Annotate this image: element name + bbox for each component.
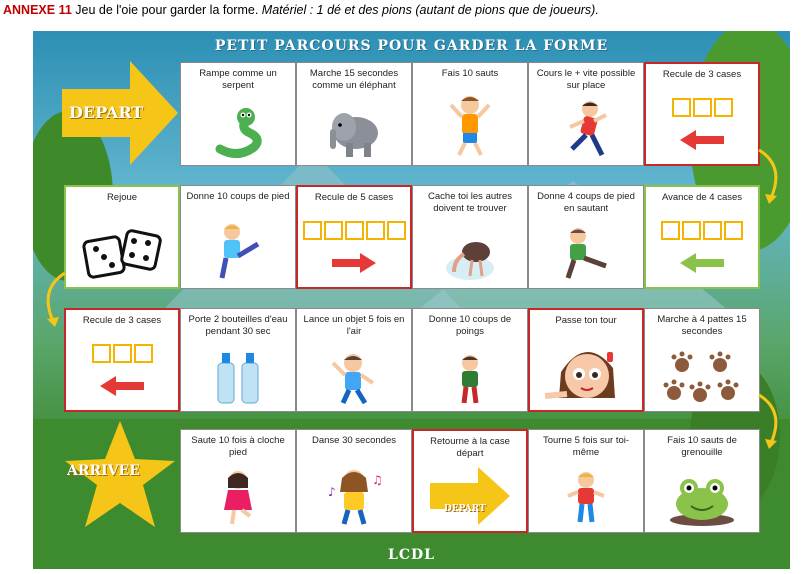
square-17[interactable]: [644, 308, 760, 412]
arrivee-label: ARRIVEE: [67, 463, 140, 479]
board-footer: LCDL: [388, 547, 435, 563]
square-text: Rampe comme un serpent: [199, 68, 277, 92]
return-start-label: DEPART: [444, 504, 486, 514]
square-20[interactable]: [412, 429, 528, 533]
move-squares: [298, 221, 410, 244]
annex-materiel: Matériel : 1 dé et des pions (autant de pions que de joueurs).: [261, 3, 599, 17]
square-15[interactable]: [412, 308, 528, 412]
svg-text:♪: ♪: [328, 485, 336, 499]
square-11[interactable]: [64, 185, 180, 289]
square-text: Fais 10 sauts de grenouille: [667, 435, 737, 459]
square-text: Rejoue: [106, 192, 138, 203]
hopping-girl-icon: [214, 468, 262, 526]
square-text: Retourne à la case départ: [430, 436, 510, 460]
paw-prints-icon: [660, 351, 744, 405]
running-boy-icon: [560, 99, 612, 159]
annex-number: ANNEXE 11: [3, 3, 72, 17]
square-13[interactable]: [180, 308, 296, 412]
kicking-boy-icon: [210, 220, 266, 282]
square-9[interactable]: [296, 185, 412, 289]
square-4[interactable]: [528, 62, 644, 166]
square-text: Donne 10 coups de poings: [428, 314, 512, 338]
game-board: [33, 31, 790, 569]
throwing-boy-icon: [327, 349, 381, 405]
square-10[interactable]: [180, 185, 296, 289]
girl-icon: [541, 338, 631, 408]
square-2[interactable]: [296, 62, 412, 166]
return-start-arrow-icon: [430, 467, 510, 525]
square-text: Lance un objet 5 fois en l'air: [303, 314, 405, 338]
path-curve-arrow-icon: [37, 269, 69, 329]
square-text: Recule de 3 cases: [662, 69, 742, 80]
depart-label: DEPART: [69, 103, 144, 122]
square-text: Cache toi les autres doivent te trouver: [428, 191, 512, 215]
square-14[interactable]: [296, 308, 412, 412]
annex-title: Jeu de l'oie pour garder la forme.: [75, 3, 259, 17]
water-bottles-icon: [208, 349, 268, 405]
arrow-left-icon: [680, 130, 724, 150]
svg-text:♫: ♫: [372, 473, 383, 487]
square-21[interactable]: [528, 429, 644, 533]
square-1[interactable]: [180, 62, 296, 166]
path-curve-arrow-icon: [755, 391, 787, 451]
move-squares: [646, 221, 758, 244]
frog-icon: [667, 472, 737, 526]
arrow-right-icon: [332, 253, 376, 273]
elephant-icon: [324, 105, 384, 159]
square-text: Porte 2 bouteilles d'eau pendant 30 sec: [188, 314, 288, 338]
path-curve-arrow-icon: [755, 146, 787, 206]
square-text: Marche à 4 pattes 15 secondes: [657, 314, 747, 338]
square-text: Donne 4 coups de pied en sautant: [537, 191, 635, 215]
square-16[interactable]: [528, 308, 644, 412]
square-3[interactable]: [412, 62, 528, 166]
square-text: Tourne 5 fois sur toi-même: [542, 435, 630, 459]
board-title: PETIT PARCOURS POUR GARDER LA FORME: [214, 38, 609, 54]
square-text: Passe ton tour: [555, 315, 617, 326]
dancing-girl-icon: [324, 466, 384, 526]
square-22[interactable]: [644, 429, 760, 533]
square-text: Recule de 5 cases: [314, 192, 394, 203]
square-6[interactable]: [644, 185, 760, 289]
ostrich-icon: [440, 228, 500, 282]
boxing-boy-icon: [450, 353, 490, 405]
square-19[interactable]: [296, 429, 412, 533]
square-text: Donne 10 coups de pied: [186, 191, 290, 202]
square-text: Fais 10 sauts: [441, 68, 499, 79]
arrow-left-icon: [100, 376, 144, 396]
arrow-left-icon: [680, 253, 724, 273]
square-text: Recule de 3 cases: [82, 315, 162, 326]
square-text: Marche 15 secondes comme un éléphant: [309, 68, 399, 92]
square-7[interactable]: [528, 185, 644, 289]
kicking-boy-icon: [558, 226, 614, 282]
square-8[interactable]: [412, 185, 528, 289]
spinning-boy-icon: [566, 470, 606, 526]
move-squares: [66, 344, 178, 367]
annex-header: [3, 3, 599, 17]
square-text: Avance de 4 cases: [661, 192, 743, 203]
square-text: Danse 30 secondes: [312, 435, 396, 446]
square-5[interactable]: [644, 62, 760, 166]
square-text: Saute 10 fois à cloche pied: [191, 435, 285, 459]
snake-icon: [210, 103, 266, 159]
jumping-boy-icon: [445, 93, 495, 159]
square-18[interactable]: [180, 429, 296, 533]
dice-icon: [82, 225, 162, 281]
square-text: Cours le + vite possible sur place: [536, 68, 636, 92]
square-12[interactable]: [64, 308, 180, 412]
move-squares: [646, 98, 758, 121]
